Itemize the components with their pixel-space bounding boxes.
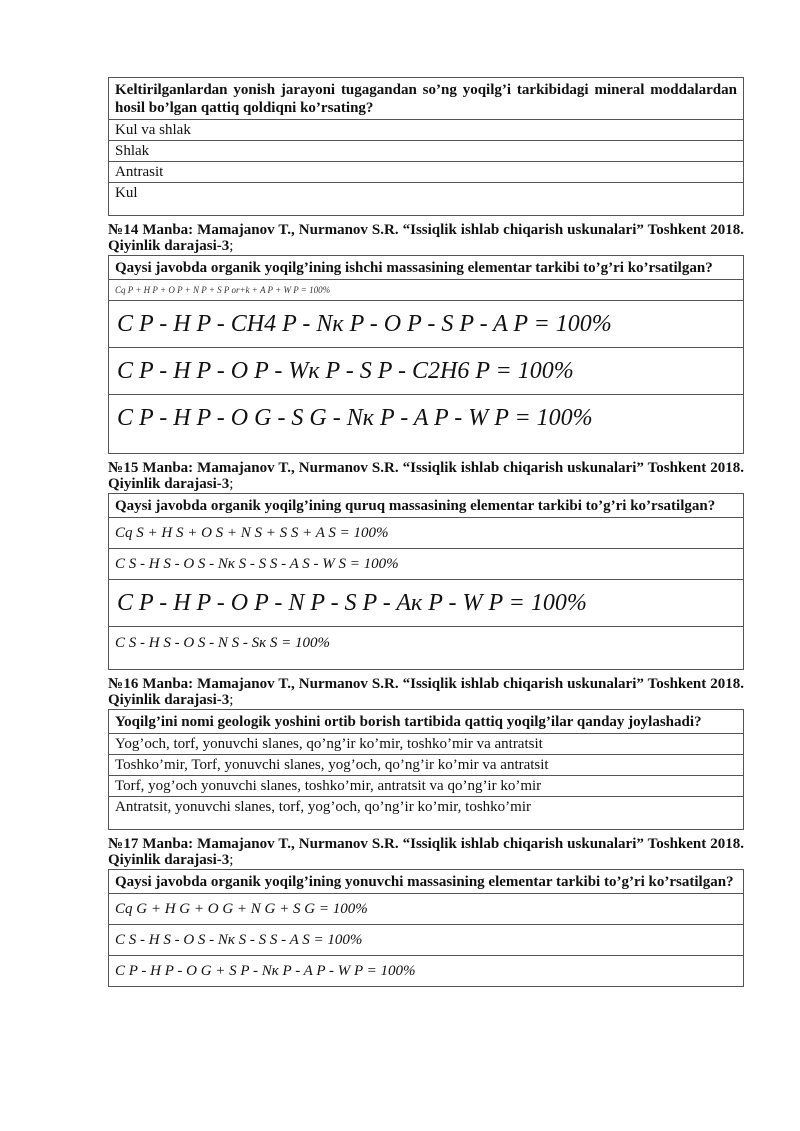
question-15-table: [108, 493, 744, 670]
question-17-option-1: Cq G + H G + O G + N G + S G = 100%: [109, 894, 743, 925]
question-16-source-text: №16 Manba: Mamajanov T., Nurmanov S.R. “Issiqlik ishlab chiqarish uskunalari” Toshkent 2018. Qiyinlik darajasi-3: [108, 676, 744, 708]
question-16-option-3: Torf, yog’och yonuvchi slanes, toshko’mir, antratsit va qo’ng’ir ko’mir: [109, 776, 743, 797]
question-13-table: [108, 77, 744, 216]
question-16-option-2: Toshko’mir, Torf, yonuvchi slanes, yog’och, qo’ng’ir ko’mir va antratsit: [109, 755, 743, 776]
question-15-source: [108, 460, 744, 493]
question-14-option-1: Cq P + H P + O P + N P + S P or+k + A P + W P = 100%: [109, 280, 743, 301]
question-17-table: [108, 869, 744, 987]
question-15-option-2: C S - H S - O S - Nк S - S S - A S - W S = 100%: [109, 549, 743, 580]
question-15-option-1: Cq S + H S + O S + N S + S S + A S = 100%: [109, 518, 743, 549]
question-16-option-1: Yog’och, torf, yonuvchi slanes, qo’ng’ir ko’mir, toshko’mir va antratsit: [109, 734, 743, 755]
question-17-text: Qaysi javobda organik yoqilg’ining yonuvchi massasining elementar tarkibi to’g’ri ko’rsatilgan?: [109, 870, 743, 894]
question-16-source: [108, 676, 744, 709]
question-17-source-text: №17 Manba: Mamajanov T., Nurmanov S.R. “Issiqlik ishlab chiqarish uskunalari” Toshkent 2018. Qiyinlik darajasi-3: [108, 836, 744, 868]
question-16-table: [108, 709, 744, 830]
question-17-option-2: C S - H S - O S - Nк S - S S - A S = 100%: [109, 925, 743, 956]
question-17-source: [108, 836, 744, 869]
question-14-option-2: C P - H P - CH4 P - Nк P - O P - S P - A P = 100%: [109, 301, 743, 348]
question-17-source-tail: ;: [229, 852, 234, 868]
question-15-text: Qaysi javobda organik yoqilg’ining quruq massasining elementar tarkibi to’g’ri ko’rsatilgan?: [109, 494, 743, 518]
question-14-source: [108, 222, 744, 255]
question-15-source-text: №15 Manba: Mamajanov T., Nurmanov S.R. “Issiqlik ishlab chiqarish uskunalari” Toshkent 2018. Qiyinlik darajasi-3: [108, 460, 744, 492]
question-16-source-tail: ;: [229, 692, 234, 708]
question-15-option-3: C P - H P - O P - N P - S P - Aк P - W P = 100%: [109, 580, 743, 627]
question-14-source-text: №14 Manba: Mamajanov T., Nurmanov S.R. “Issiqlik ishlab chiqarish uskunalari” Toshkent 2018. Qiyinlik darajasi-3: [108, 222, 744, 254]
question-13-option-4: Kul: [109, 183, 743, 216]
question-14-text: Qaysi javobda organik yoqilg’ining ishchi massasining elementar tarkibi to’g’ri ko’rsatilgan?: [109, 256, 743, 280]
question-16-text: Yoqilg’ini nomi geologik yoshini ortib borish tartibida qattiq yoqilg’ilar qanday joylashadi?: [109, 710, 743, 734]
question-15-option-4: C S - H S - O S - N S - Sк S = 100%: [109, 627, 743, 670]
question-14-option-3: C P - H P - O P - Wк P - S P - C2H6 P = 100%: [109, 348, 743, 395]
question-17-option-3: C P - H P - O G + S P - Nк P - A P - W P = 100%: [109, 956, 743, 987]
question-14-option-4: C P - H P - O G - S G - Nк P - A P - W P = 100%: [109, 395, 743, 454]
question-13-option-1: Kul va shlak: [109, 120, 743, 141]
question-13-option-2: Shlak: [109, 141, 743, 162]
question-14-table: [108, 255, 744, 454]
question-16-option-4: Antratsit, yonuvchi slanes, torf, yog’och, qo’ng’ir ko’mir, toshko’mir: [109, 797, 743, 830]
question-13-option-3: Antrasit: [109, 162, 743, 183]
document-page: [108, 77, 744, 987]
question-13-text: Keltirilganlardan yonish jarayoni tugagandan so’ng yoqilg’i tarkibidagi mineral moddalardan hosil bo’lgan qattiq qoldiqni ko’rsating?: [109, 78, 743, 120]
question-14-source-tail: ;: [229, 238, 234, 254]
question-15-source-tail: ;: [229, 476, 234, 492]
